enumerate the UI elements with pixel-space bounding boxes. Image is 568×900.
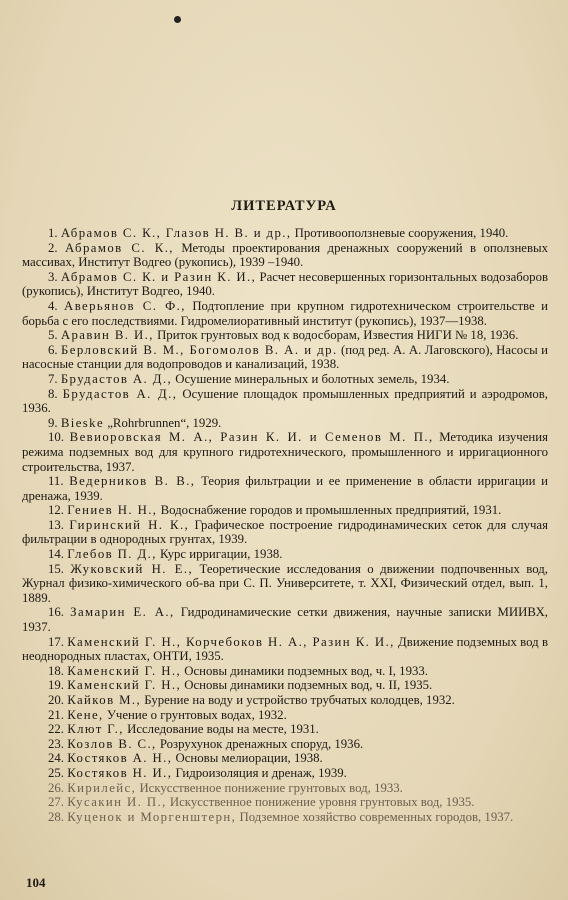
reference-author: Вевиоровская М. А., Разин К. И. и Семенов М. П., [69, 430, 434, 445]
reference-number: 18. [48, 663, 64, 678]
reference-number: 23. [48, 736, 64, 751]
reference-number: 2. [48, 240, 58, 255]
reference-author: Костяков Н. И., [67, 765, 173, 780]
reference-author: Костяков А. Н., [67, 751, 173, 766]
reference-list [22, 226, 548, 824]
reference-author: Гениев Н. Н., [67, 503, 158, 518]
reference-text: Графическое построение гидродинамических сеток для случая фильтрации в однородных грунтах, 1939. [22, 517, 548, 547]
reference-author: Каменский Г. Н., Корчебоков Н. А., Разин К. И., [67, 634, 395, 649]
reference-author: Абрамов С. К., [65, 240, 174, 255]
reference-item [22, 635, 548, 664]
reference-text: Гидроизоляция и дренаж, 1939. [175, 765, 347, 780]
reference-number: 1. [48, 226, 58, 240]
reference-number: 13. [48, 517, 64, 532]
reference-number: 11. [48, 474, 64, 489]
page-number: 104 [26, 875, 46, 890]
reference-author: Козлов В. С., [67, 736, 157, 751]
reference-text: Осушение площадок промышленных предприятий и аэродромов, 1936. [22, 386, 548, 416]
reference-author: Абрамов С. К. и Разин К. И., [60, 269, 257, 284]
reference-number: 21. [48, 707, 64, 722]
reference-text: Водоснабжение городов и промышленных предприятий, 1931. [160, 503, 502, 518]
reference-item [22, 708, 548, 723]
reference-author: Аверьянов С. Ф., [64, 298, 186, 313]
reference-author: Гиринский Н. К., [69, 517, 190, 532]
reference-item [22, 241, 548, 270]
reference-text: Учение о грунтовых водах, 1932. [106, 707, 287, 722]
reference-number: 7. [48, 371, 58, 386]
reference-author: Абрамов С. К., Глазов Н. В. и др., [60, 226, 292, 240]
ink-dot [174, 16, 181, 23]
reference-text: Основы мелиорации, 1938. [175, 751, 323, 766]
reference-author: Кусакин И. П., [67, 795, 167, 810]
reference-author: Куценок и Моргенштерн, [67, 809, 237, 824]
reference-number: 3. [48, 269, 58, 284]
reference-number: 9. [48, 415, 58, 430]
reference-item [22, 343, 548, 372]
reference-text: Гидродинамические сетки движения, научные записки МИИВХ, 1937. [22, 605, 549, 635]
reference-number: 17. [48, 634, 64, 649]
reference-item [22, 781, 548, 796]
reference-text: Теория фильтрации и ее применение в области ирригации и дренажа, 1939. [22, 474, 548, 503]
reference-number: 15. [48, 561, 64, 576]
reference-item [22, 430, 548, 474]
reference-text: Розрухунок дренажных споруд, 1936. [159, 736, 364, 751]
reference-number: 27. [48, 795, 64, 810]
reference-author: Берловский В. М., Богомолов В. А. и др. [61, 342, 338, 357]
reference-item [22, 387, 548, 416]
reference-author: Аравин В. И., [60, 328, 154, 343]
reference-item [22, 226, 548, 241]
reference-text: Подземное хозяйство современных городов, 1937. [239, 809, 514, 824]
reference-author: Кене, [67, 707, 104, 722]
reference-text: Курс ирригации, 1938. [160, 547, 283, 562]
reference-number: 6. [48, 342, 58, 357]
reference-text: Осушение минеральных и болотных земель, 1934. [175, 371, 450, 386]
reference-item [22, 299, 548, 328]
page-title: ЛИТЕРАТУРА [231, 198, 337, 214]
reference-item [22, 751, 548, 766]
reference-author: Замарин Е. А., [70, 605, 175, 620]
reference-author: Кирилейс, [67, 780, 137, 795]
reference-number: 26. [48, 780, 64, 795]
reference-item [22, 547, 548, 562]
reference-author: Брудастов А. Д., [62, 386, 178, 401]
reference-number: 22. [48, 722, 64, 737]
reference-text: „Rohrbrunnen“, 1929. [107, 415, 222, 430]
reference-item [22, 693, 548, 708]
reference-number: 24. [48, 751, 64, 766]
reference-item [22, 810, 548, 825]
reference-number: 19. [48, 678, 64, 693]
reference-item [22, 270, 548, 299]
reference-author: Каменский Г. Н., [67, 678, 182, 693]
reference-number: 5. [48, 328, 58, 343]
reference-item [22, 722, 548, 737]
reference-text: Приток грунтовых вод к водосборам, Известия НИГИ № 18, 1936. [157, 328, 519, 343]
reference-text: (под ред. А. А. Лаговского), Насосы и насосные станции для водопроводов и канализаций, 1938. [22, 342, 548, 372]
reference-author: Жуковский Н. Е., [70, 561, 194, 576]
reference-author: Глебов П. Д., [67, 547, 157, 562]
reference-item [22, 474, 548, 503]
reference-item [22, 328, 548, 343]
reference-item [22, 605, 548, 634]
reference-item [22, 795, 548, 810]
reference-author: Ведерников В. В., [69, 474, 196, 489]
reference-item [22, 678, 548, 693]
reference-item [22, 416, 548, 431]
reference-text: Расчет несовершенных горизонтальных водозаборов (рукопись), Институт Водгео, 1940. [22, 269, 549, 299]
reference-author: Клют Г., [67, 722, 124, 737]
reference-text: Искусственное понижение грунтовых вод, 1933. [139, 780, 403, 795]
reference-author: Каменский Г. Н., [67, 663, 182, 678]
reference-text: Теоретические исследования о движении подпочвенных вод, Журнал физико-химического об-ва при С. П. Университете, т. XXI, Физический отдел, вып. 1, 1889. [22, 561, 548, 605]
reference-number: 16. [48, 605, 64, 620]
reference-text: Бурение на воду и устройство трубчатых колодцев, 1932. [144, 693, 455, 707]
reference-item [22, 518, 548, 547]
reference-number: 20. [48, 693, 64, 707]
reference-number: 25. [48, 765, 64, 780]
reference-item [22, 737, 548, 752]
reference-item [22, 766, 548, 781]
reference-text: Методы проектирования дренажных сооружений в оползневых массивах, Институт Водгео (рукопись), 1939 –1940. [22, 240, 549, 270]
reference-item [22, 664, 548, 679]
reference-text: Подтопление при крупном гидротехническом строительстве и борьба с его последствиями. Гидромелиоративный институт (рукопись), 1937—1938. [22, 298, 548, 328]
reference-number: 12. [48, 503, 64, 518]
reference-text: Исследование воды на месте, 1931. [127, 722, 319, 737]
reference-text: Основы динамики подземных вод, ч. I, 1933. [184, 663, 428, 678]
reference-text: Противооползневые сооружения, 1940. [294, 226, 509, 240]
reference-number: 8. [48, 386, 58, 401]
reference-text: Основы динамики подземных вод, ч. II, 1935. [184, 678, 433, 693]
reference-author: Кайков М., [67, 693, 142, 707]
reference-number: 4. [48, 298, 58, 313]
reference-text: Искусственное понижение уровня грунтовых вод, 1935. [169, 795, 475, 810]
reference-item [22, 503, 548, 518]
reference-number: 10. [48, 430, 64, 445]
reference-number: 14. [48, 547, 64, 562]
reference-text: Движение подземных вод в неоднородных пластах, ОНТИ, 1935. [22, 634, 548, 664]
reference-item [22, 372, 548, 387]
reference-text: Методика изучения режима подземных вод для крупного гидротехнического, промышленного и ирригационного строительства, 1937. [22, 430, 548, 474]
reference-number: 28. [48, 809, 64, 824]
reference-author: Bieske [60, 415, 105, 430]
reference-author: Брудастов А. Д., [60, 371, 173, 386]
reference-item [22, 562, 548, 606]
